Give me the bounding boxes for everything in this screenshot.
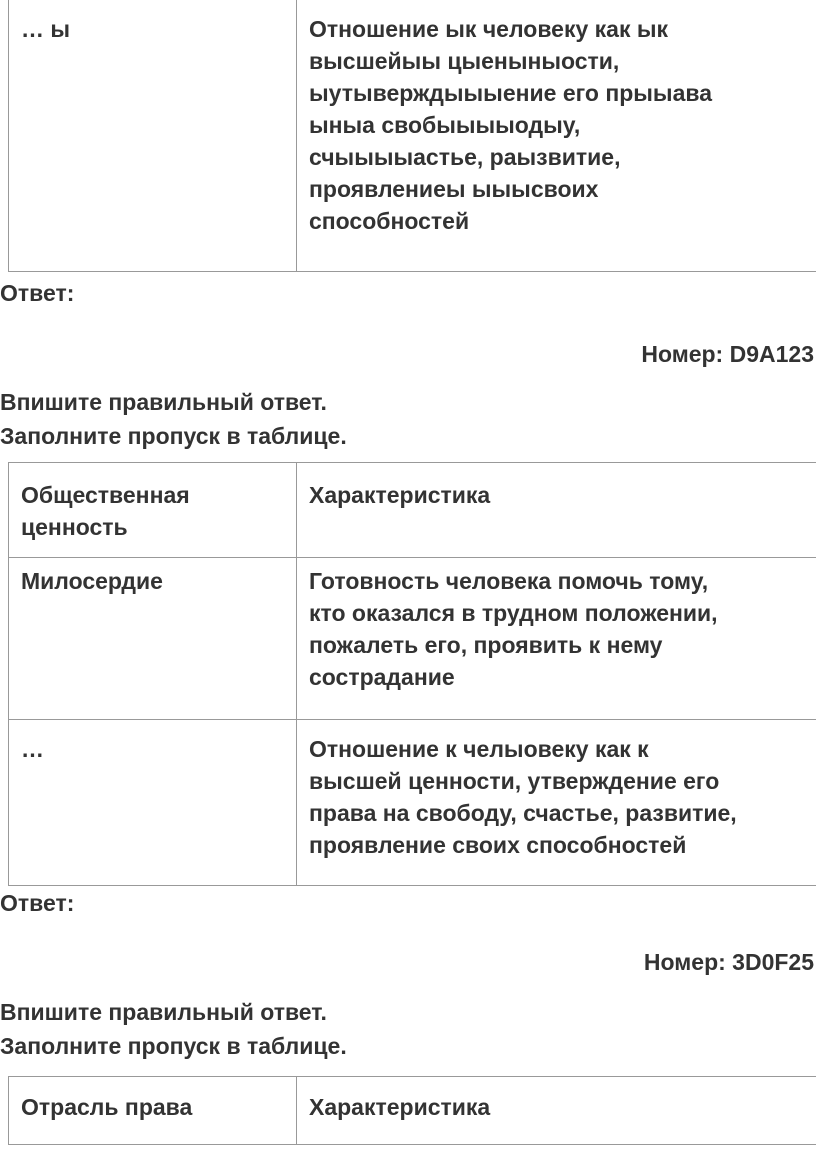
- cell-text-line: проявление своих способностей: [309, 832, 687, 858]
- table-header-cell: [297, 463, 816, 558]
- cell-text-line: проявлениеы ыыысвоих: [309, 176, 599, 202]
- table-cell-description: [297, 558, 816, 720]
- table-header-cell: [297, 1077, 816, 1145]
- table-row: [9, 558, 816, 720]
- instruction-text: Впишите правильный ответ.: [0, 389, 327, 415]
- table-row: [9, 0, 816, 272]
- cell-text-line: сострадание: [309, 664, 455, 690]
- cell-text-line: ыныа свобыыыыодыу,: [309, 112, 581, 138]
- cell-text-line: пожалеть его, проявить к нему: [309, 632, 663, 658]
- cell-text-line: высшейыы цыеныныости,: [309, 48, 620, 74]
- header-text: Отрасль права: [21, 1094, 193, 1120]
- table-3: [8, 1076, 816, 1145]
- cell-text: …: [21, 736, 44, 762]
- instruction-text: Заполните пропуск в таблице.: [0, 423, 347, 449]
- table-row: [9, 720, 816, 886]
- cell-text-line: Отношение к челыовеку как к: [309, 736, 649, 762]
- instruction-text: Заполните пропуск в таблице.: [0, 1033, 347, 1059]
- header-text: Характеристика: [309, 1094, 491, 1120]
- table-cell-description: [297, 0, 816, 272]
- question-number: Номер: D9A123: [641, 341, 814, 367]
- table-2: [8, 462, 816, 886]
- answer-label: Ответ:: [0, 280, 75, 306]
- table-header-row: [9, 1077, 816, 1145]
- cell-text-line: высшей ценности, утверждение его: [309, 768, 720, 794]
- header-text-line: ценность: [21, 514, 128, 540]
- table-cell-description: [297, 720, 816, 886]
- table-header-row: [9, 463, 816, 558]
- cell-text-line: способностей: [309, 208, 470, 234]
- table-header-cell: [9, 1077, 297, 1145]
- cell-text-line: ыутыверждыыыение его прыыава: [309, 80, 712, 106]
- table-cell-value: [9, 558, 297, 720]
- question-number: Номер: 3D0F25: [643, 949, 814, 975]
- table-cell-value: [9, 0, 297, 272]
- table-cell-value: [9, 720, 297, 886]
- cell-text-line: кто оказался в трудном положении,: [309, 600, 718, 626]
- cell-text: … ы: [21, 16, 71, 42]
- answer-label: Ответ:: [0, 890, 75, 916]
- cell-text-line: Готовность человека помочь тому,: [309, 568, 709, 594]
- table-header-cell: [9, 463, 297, 558]
- cell-text-line: Отношение ык человеку как ык: [309, 16, 668, 42]
- cell-text-line: права на свободу, счастье, развитие,: [309, 800, 737, 826]
- instruction-text: Впишите правильный ответ.: [0, 999, 327, 1025]
- cell-text-line: счыыыыастье, раызвитие,: [309, 144, 621, 170]
- table-1: [8, 0, 816, 272]
- cell-text: Милосердие: [21, 568, 163, 594]
- header-text-line: Общественная: [21, 482, 190, 508]
- header-text: Характеристика: [309, 482, 491, 508]
